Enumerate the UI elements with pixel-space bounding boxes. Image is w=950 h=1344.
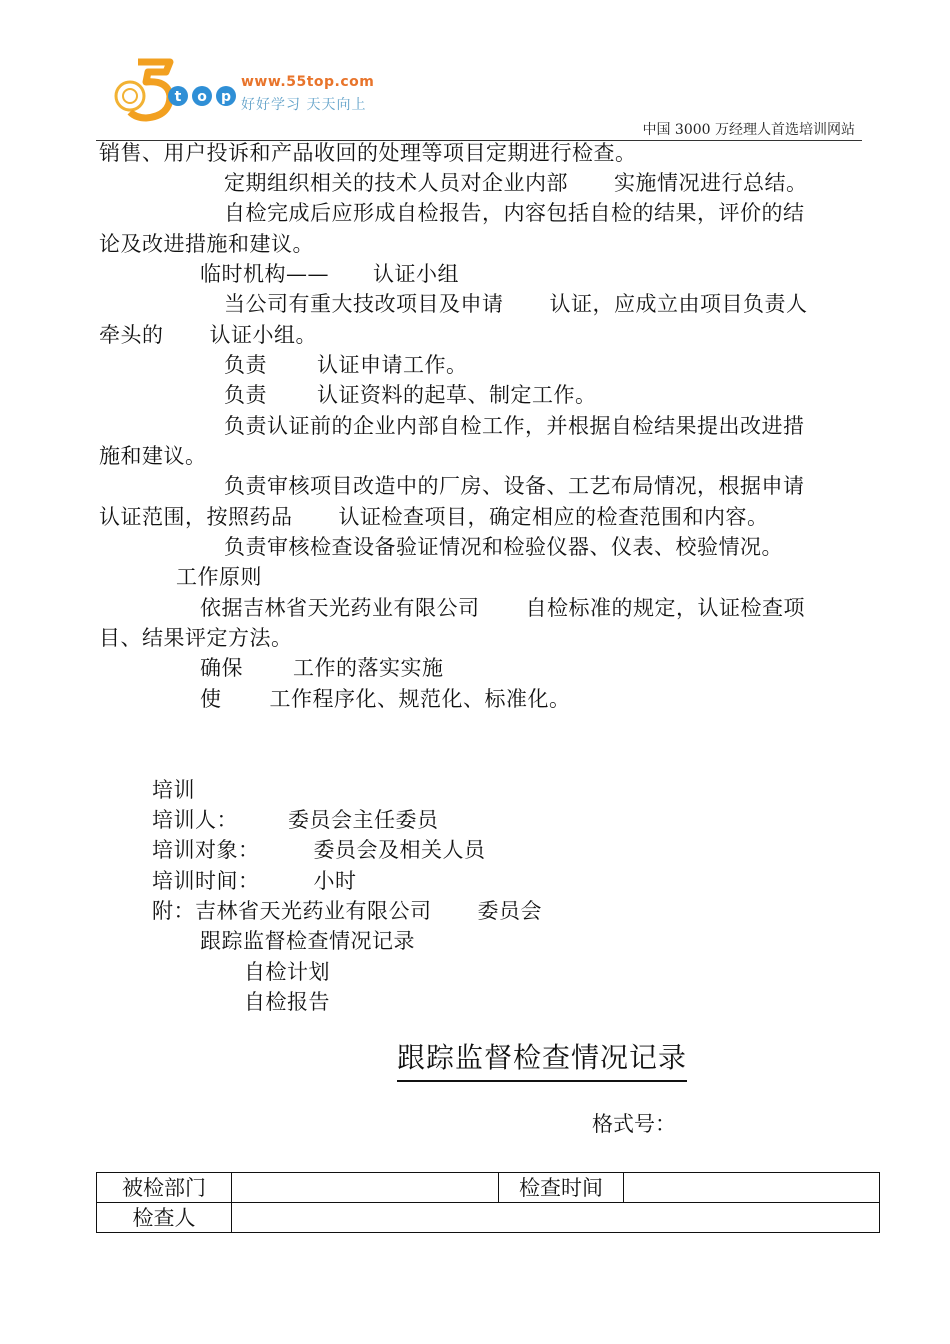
trainee-line: 培训对象： 委员会及相关人员 <box>152 838 486 862</box>
site-tagline: 中国 3000 万经理人首选培训网站 <box>642 122 855 138</box>
text-line: 自检完成后应形成自检报告，内容包括自检的结果，评价的结 <box>224 201 805 225</box>
text-line: 当公司有重大技改项目及申请 认证，应成立由项目负责人 <box>224 292 808 316</box>
inspector-label-cell: 检查人 <box>97 1203 232 1233</box>
trainer-line: 培训人： 委员会主任委员 <box>152 808 439 832</box>
date-label-cell: 检查时间 <box>499 1173 624 1203</box>
svg-text:t: t <box>174 89 182 105</box>
text-line: 牵头的 认证小组。 <box>99 323 317 347</box>
attachment-item: 跟踪监督检查情况记录 <box>200 929 415 953</box>
attachment-line: 附：吉林省天光药业有限公司 委员会 <box>152 899 542 923</box>
site-logo <box>108 52 398 124</box>
text-line: 负责 认证申请工作。 <box>224 353 468 377</box>
text-line: 论及改进措施和建议。 <box>99 232 314 256</box>
text-line: 确保 工作的落实实施 <box>200 656 444 680</box>
text-line: 销售、用户投诉和产品收回的处理等项目定期进行检查。 <box>99 141 637 165</box>
text-line: 认证范围，按照药品 认证检查项目，确定相应的检查范围和内容。 <box>99 505 769 529</box>
inspector-value-cell[interactable] <box>232 1203 880 1233</box>
training-heading: 培训 <box>152 778 195 802</box>
svg-text:o: o <box>197 89 207 105</box>
text-line: 负责 认证资料的起草、制定工作。 <box>224 383 597 407</box>
svg-text:p: p <box>220 89 232 105</box>
dept-label-cell: 被检部门 <box>97 1173 232 1203</box>
dept-value-cell[interactable] <box>232 1173 499 1203</box>
record-title: 跟踪监督检查情况记录 <box>397 1036 687 1082</box>
text-line: 负责审核项目改造中的厂房、设备、工艺布局情况，根据申请 <box>224 474 805 498</box>
text-line: 临时机构—— 认证小组 <box>200 262 459 286</box>
logo-url: www.55top.com <box>241 74 375 90</box>
table-row <box>97 1203 880 1233</box>
text-line: 依据吉林省天光药业有限公司 自检标准的规定，认证检查项 <box>200 596 805 620</box>
attachment-item: 自检报告 <box>244 990 330 1014</box>
text-line: 使 工作程序化、规范化、标准化。 <box>200 687 571 711</box>
logo-slogan: 好好学习 天天向上 <box>241 97 367 113</box>
text-line: 目、结果评定方法。 <box>99 626 293 650</box>
attachment-item: 自检计划 <box>244 960 330 984</box>
section-heading: 工作原则 <box>176 565 262 589</box>
format-number-label: 格式号： <box>592 1112 676 1136</box>
training-time-line: 培训时间： 小时 <box>152 869 357 893</box>
text-line: 定期组织相关的技术人员对企业内部 实施情况进行总结。 <box>224 171 808 195</box>
logo-5top-icon <box>108 52 238 124</box>
record-table <box>96 1172 880 1233</box>
date-value-cell[interactable] <box>624 1173 880 1203</box>
text-line: 负责认证前的企业内部自检工作，并根据自检结果提出改进措 <box>224 414 805 438</box>
text-line: 负责审核检查设备验证情况和检验仪器、仪表、校验情况。 <box>224 535 783 559</box>
text-line: 施和建议。 <box>99 444 207 468</box>
table-row <box>97 1173 880 1203</box>
